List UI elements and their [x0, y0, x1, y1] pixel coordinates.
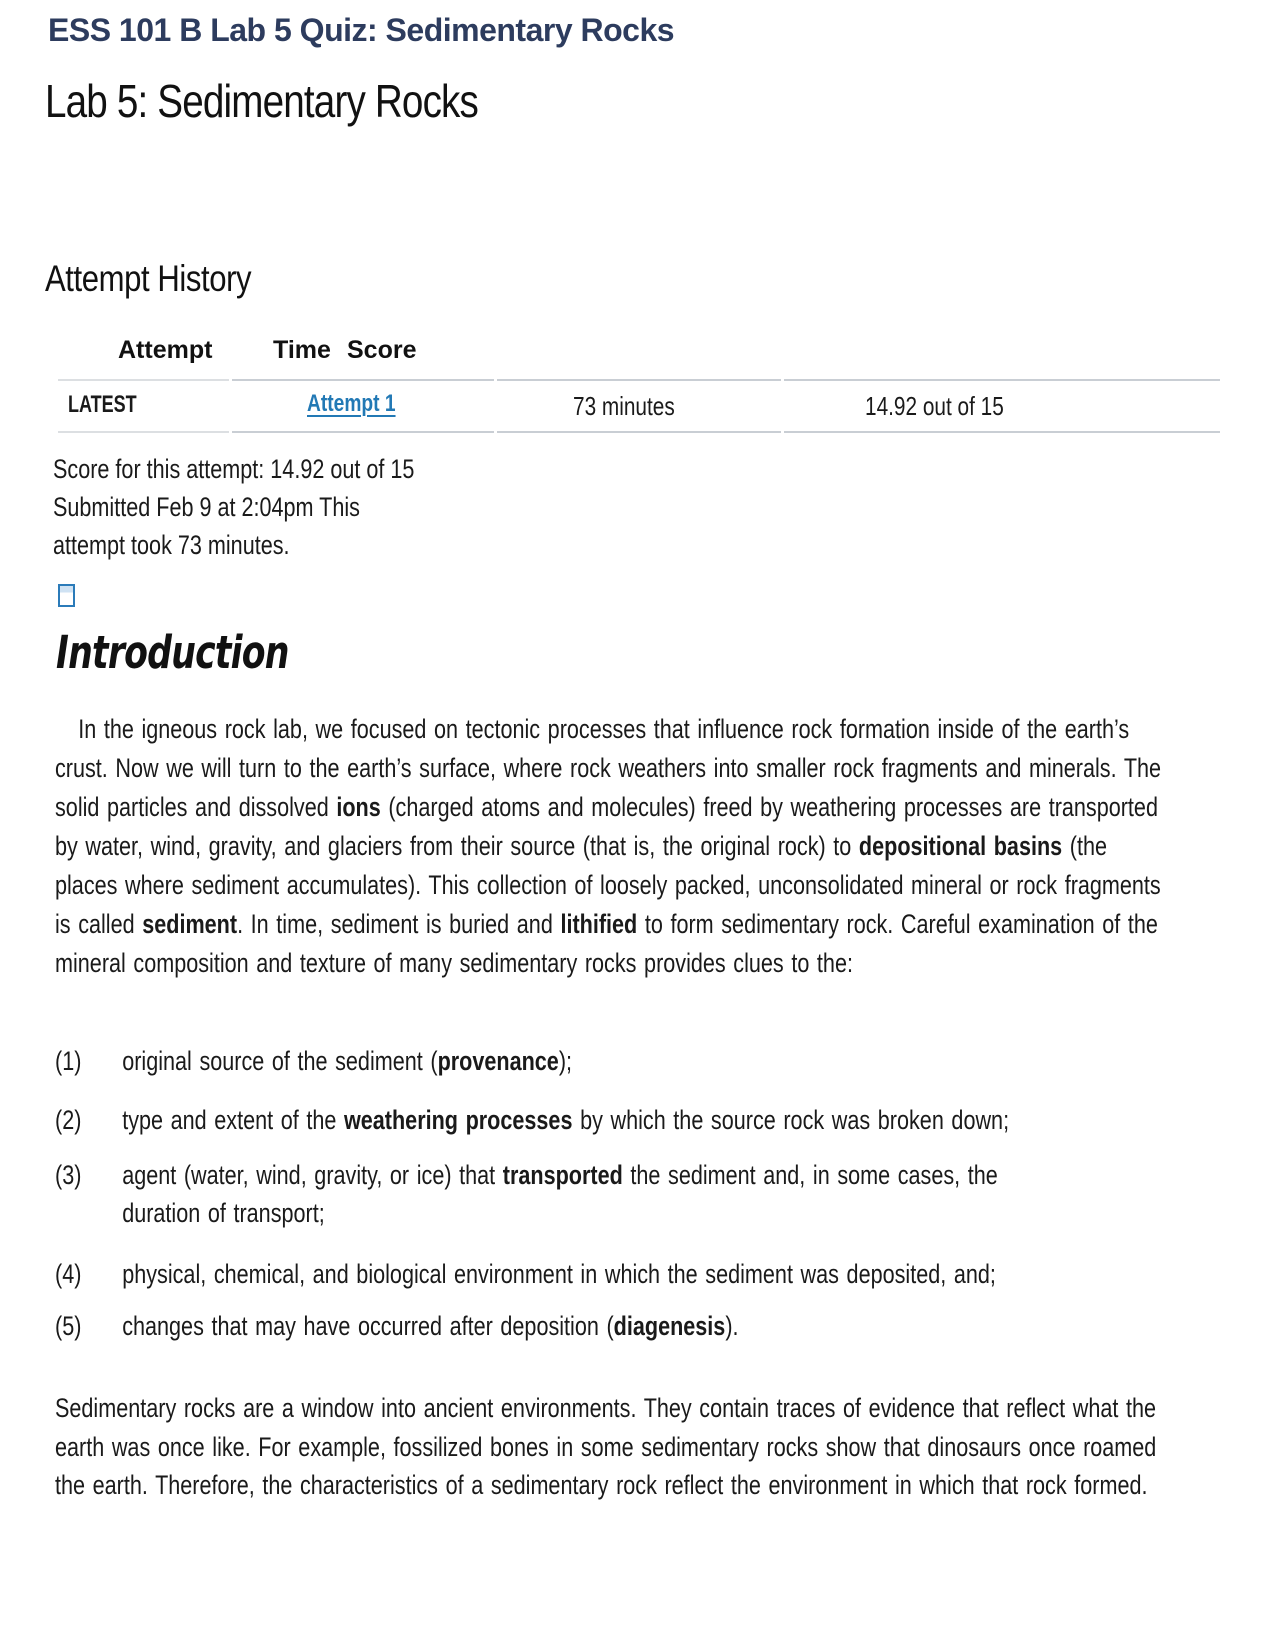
attempt-1-link[interactable]: Attempt 1 — [307, 390, 396, 417]
list-item-text: type and extent of the weathering processes by which the source rock was broken down; — [122, 1105, 1010, 1135]
list-item-text: original source of the sediment (provenance); — [122, 1046, 573, 1076]
list-item — [55, 1307, 1167, 1345]
column-header-attempt: Attempt — [118, 336, 213, 364]
score-summary-line: Submitted Feb 9 at 2:04pm This — [53, 492, 360, 522]
list-item — [55, 1156, 1167, 1232]
list-item — [55, 1101, 1167, 1139]
list-item-number: (5) — [55, 1311, 82, 1341]
score-summary-line: attempt took 73 minutes. — [53, 530, 290, 560]
introduction-heading: Introduction — [56, 626, 289, 679]
missing-glyph-box-icon — [58, 584, 75, 607]
intro-numbered-list — [55, 1042, 1167, 1345]
row-score: 14.92 out of 15 — [865, 391, 1004, 421]
page-title: Lab 5: Sedimentary Rocks — [45, 75, 479, 127]
breadcrumb: ESS 101 B Lab 5 Quiz: Sedimentary Rocks — [48, 12, 675, 48]
list-item-number: (1) — [55, 1046, 82, 1076]
list-item — [55, 1255, 1167, 1293]
list-item — [55, 1042, 1167, 1080]
column-header-score: Score — [347, 336, 417, 364]
column-header-time: Time — [273, 336, 331, 364]
list-item-number: (4) — [55, 1259, 82, 1289]
table-divider-segment — [497, 431, 781, 433]
row-time: 73 minutes — [573, 391, 675, 421]
list-item-number: (2) — [55, 1105, 82, 1135]
table-divider-segment — [497, 379, 781, 381]
table-divider-segment — [784, 431, 1220, 433]
table-divider-segment — [58, 431, 229, 433]
list-item-number: (3) — [55, 1160, 82, 1190]
table-divider-segment — [58, 379, 229, 381]
list-item-text: physical, chemical, and biological environment in which the sediment was deposited, and; — [122, 1259, 996, 1289]
table-divider-segment — [232, 431, 494, 433]
score-summary-line: Score for this attempt: 14.92 out of 15 — [53, 454, 415, 484]
score-summary — [53, 450, 414, 564]
table-divider-segment — [784, 379, 1220, 381]
list-item-text: changes that may have occurred after deposition (diagenesis). — [122, 1311, 739, 1341]
intro-paragraph: In the igneous rock lab, we focused on tectonic processes that influence rock formation inside of the earth’s crust. Now we will turn to the earth’s surface, where rock weathers into smaller rock fragments and minerals. The solid particles and dissolved ions (charged atoms and molecules) freed by weathering processes are transported by water, wind, gravity, and glaciers from their source (that is, the original rock) to depositional basins (the places where sediment accumulates). This collection of loosely packed, unconsolidated mineral or rock fragments is called sediment. In time, sediment is buried and lithified to form sedimentary rock. Careful examination of the mineral composition and texture of many sedimentary rocks provides clues to the: — [55, 714, 1162, 978]
closing-paragraph: Sedimentary rocks are a window into ancient environments. They contain traces of evidence that reflect what the earth was once like. For example, fossilized bones in some sedimentary rocks show that dinosaurs once roamed the earth. Therefore, the characteristics of a sedimentary rock reflect the environment in which that rock formed. — [55, 1393, 1157, 1500]
row-label-latest: LATEST — [68, 391, 137, 418]
attempt-history-heading: Attempt History — [45, 258, 252, 299]
list-item-text: agent (water, wind, gravity, or ice) that transported the sediment and, in some cases, the duration of transport; — [122, 1160, 998, 1228]
table-divider-segment — [232, 379, 494, 381]
